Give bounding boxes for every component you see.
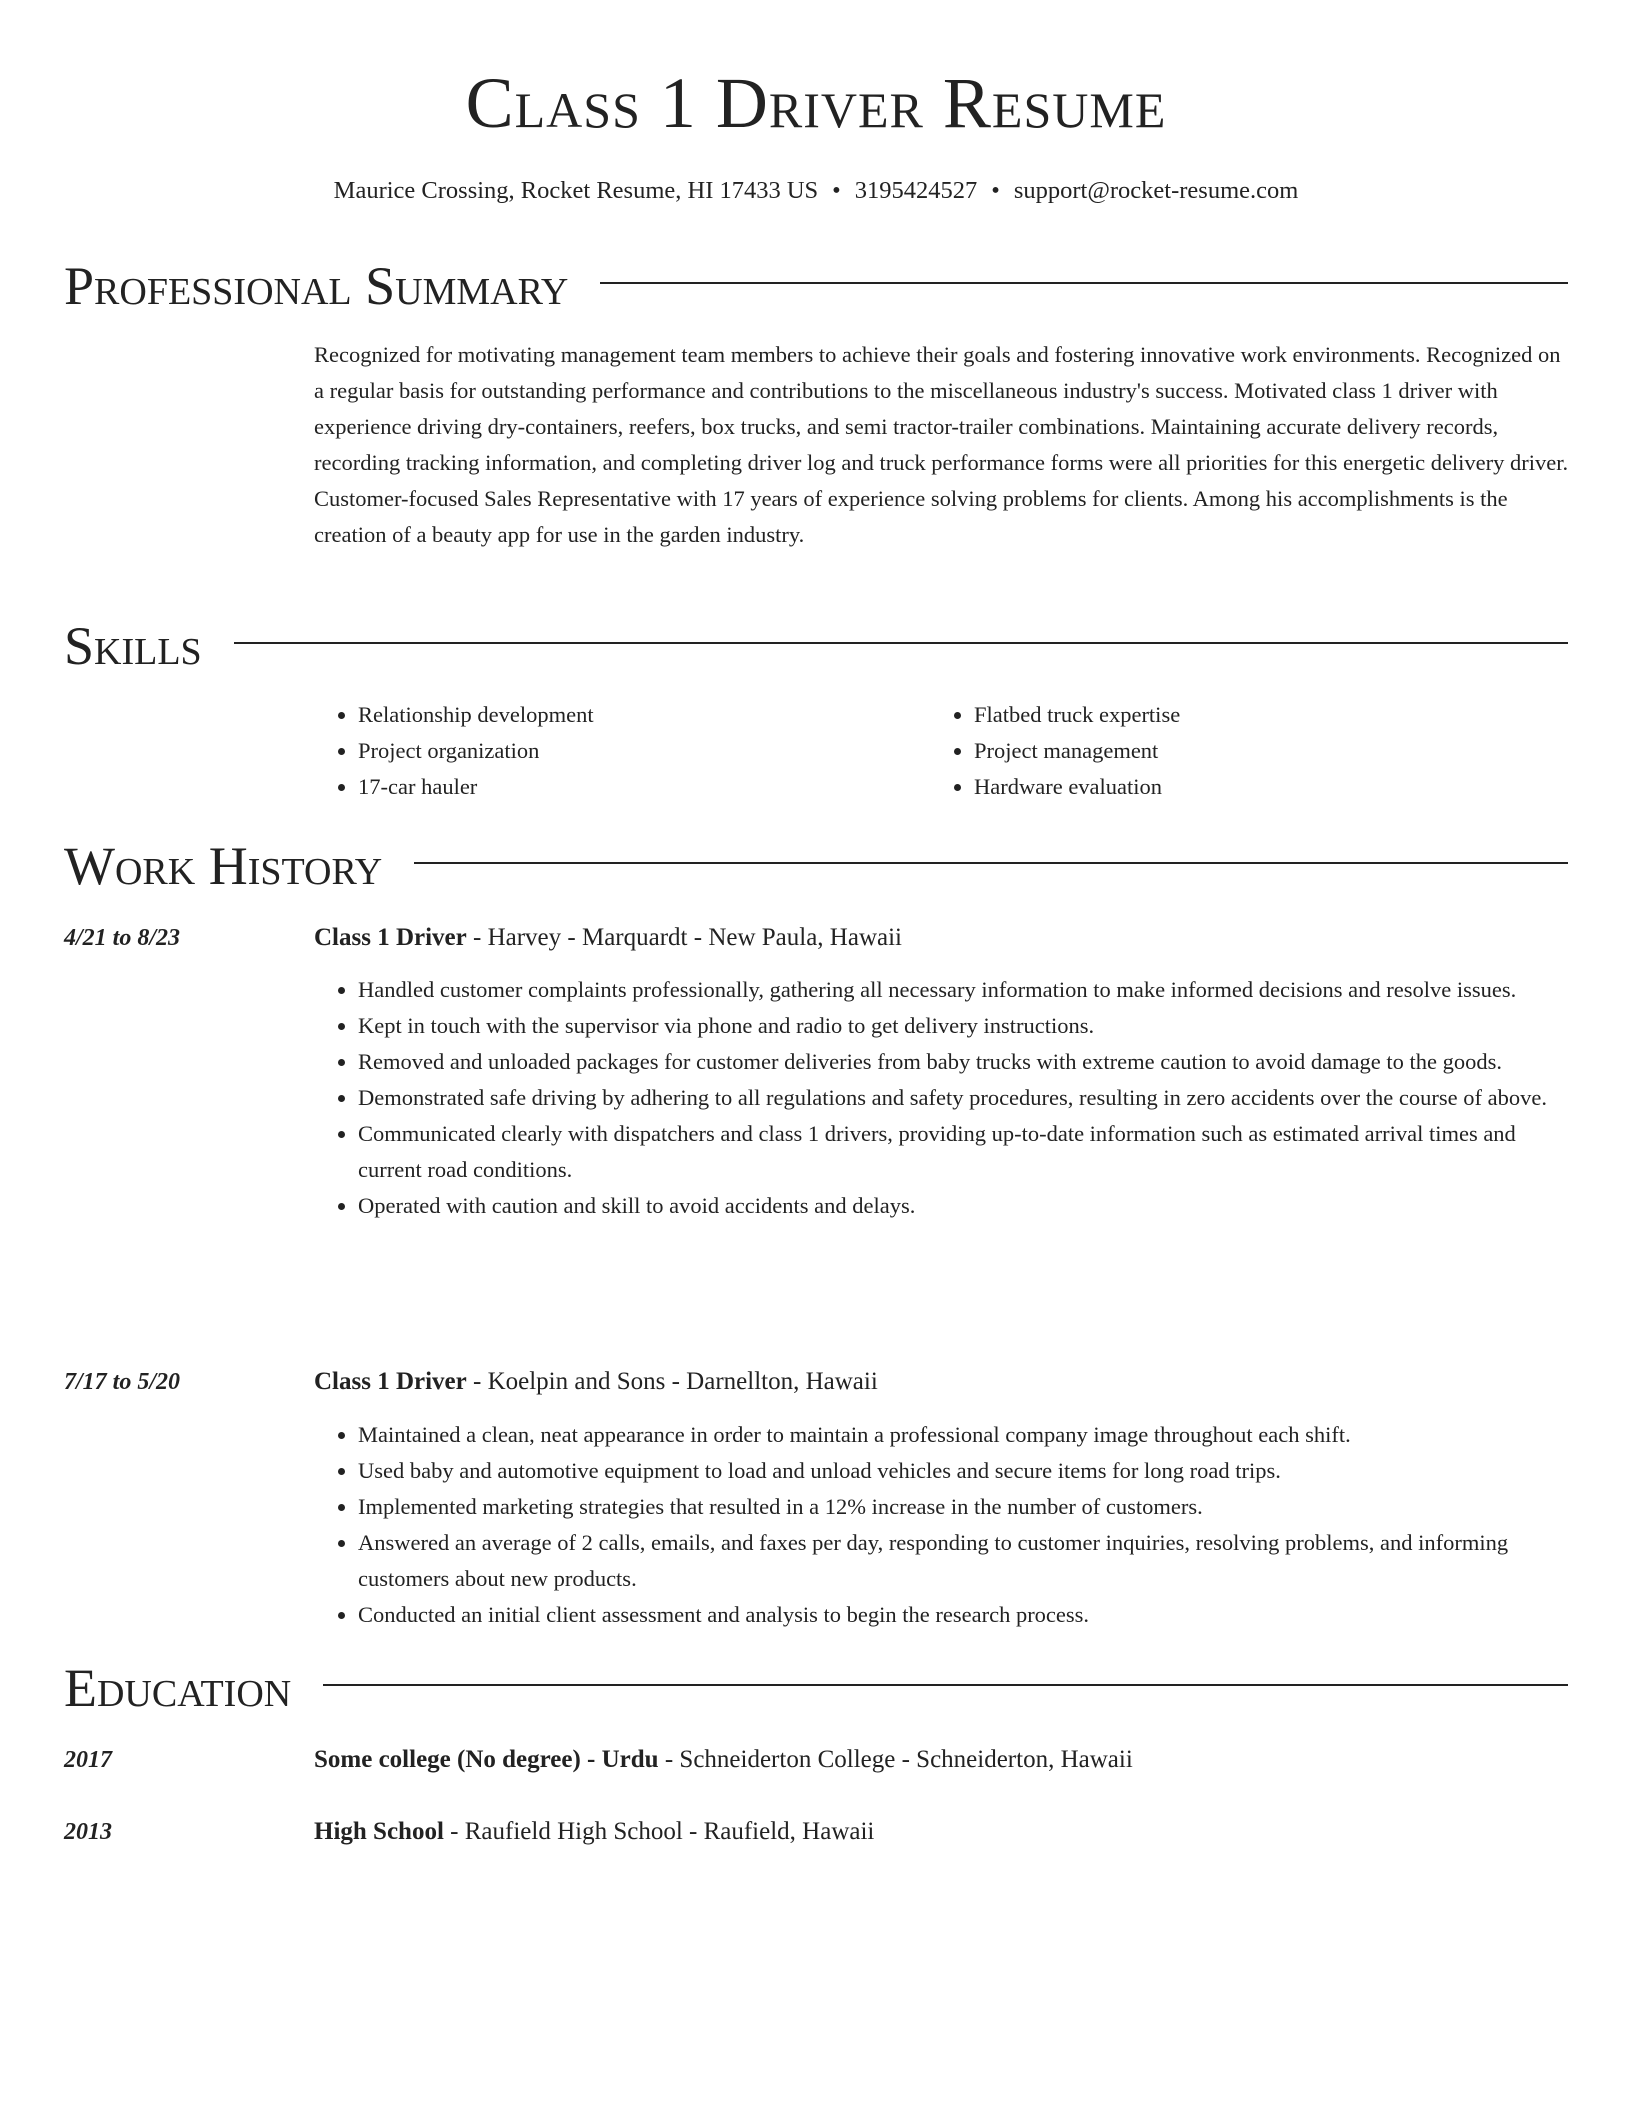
job-bullet: • Conducted an initial client assessment and analysis to begin the research process. (358, 1597, 1576, 1633)
education-entry (314, 1814, 1576, 1850)
work-heading: Work History (64, 836, 383, 896)
section-divider (600, 282, 1568, 284)
job-dates: 7/17 to 5/20 (64, 1369, 181, 1395)
job-details: - Harvey - Marquardt - New Paula, Hawaii (466, 924, 903, 951)
section-divider (323, 1684, 1568, 1686)
job-bullet: • Answered an average of 2 calls, emails, and faxes per day, responding to customer inquiries, resolving problems, and informing customers about new products. (358, 1525, 1576, 1597)
resume-title: Class 1 Driver Resume (465, 63, 1167, 143)
section-divider (234, 642, 1568, 644)
contact-email: support@rocket-resume.com (1013, 177, 1299, 204)
work-section-header (64, 834, 1568, 898)
contact-line (0, 174, 1632, 208)
skill-item: • Hardware evaluation (974, 769, 1490, 805)
job-bullet: • Implemented marketing strategies that resulted in a 12% increase in the number of customers. (358, 1489, 1576, 1525)
job-bullets (314, 1417, 1576, 1633)
job-dates: 4/21 to 8/23 (64, 925, 181, 951)
education-degree: High School (314, 1818, 444, 1845)
summary-section-header (64, 254, 1568, 318)
contact-separator: • (832, 177, 841, 204)
summary-text: Recognized for motivating management team members to achieve their goals and fostering innovative work environments. Recognized on a regular basis for outstanding performance and contributions to the miscellaneous industry's success. Motivated class 1 driver with experience driving dry-containers, reefers, box trucks, and semi tractor-trailer combinations. Maintaining accurate delivery records, recording tracking information, and completing driver log and truck performance forms were all priorities for this energetic delivery driver. Customer-focused Sales Representative with 17 years of experience solving problems for clients. Among his accomplishments is the creation of a beauty app for use in the garden industry. (314, 342, 1569, 547)
skill-item: • Project management (974, 733, 1490, 769)
job-bullet: • Maintained a clean, neat appearance in order to maintain a professional company image throughout each shift. (358, 1417, 1576, 1453)
job-header (314, 1364, 1576, 1400)
contact-separator: • (991, 177, 1000, 204)
skill-item: • Flatbed truck expertise (974, 697, 1490, 733)
section-divider (414, 862, 1568, 864)
education-entry (314, 1742, 1576, 1778)
education-section-header (64, 1656, 1568, 1720)
job-header (314, 920, 1576, 956)
contact-address: Maurice Crossing, Rocket Resume, HI 17433 US (333, 177, 819, 204)
summary-heading: Professional Summary (64, 256, 569, 316)
job-bullet: • Removed and unloaded packages for customer deliveries from baby trucks with extreme caution to avoid damage to the goods. (358, 1044, 1576, 1080)
skills-column-left (314, 697, 874, 805)
education-year: 2017 (64, 1747, 112, 1773)
job-bullet: • Demonstrated safe driving by adhering to all regulations and safety procedures, resulting in zero accidents over the course of above. (358, 1080, 1576, 1116)
job-bullet: • Kept in touch with the supervisor via phone and radio to get delivery instructions. (358, 1008, 1576, 1044)
skills-heading: Skills (64, 616, 202, 676)
skill-item: • Project organization (358, 733, 874, 769)
skills-section-header (64, 614, 1568, 678)
job-bullet: • Used baby and automotive equipment to load and unload vehicles and secure items for long road trips. (358, 1453, 1576, 1489)
job-bullet: • Operated with caution and skill to avoid accidents and delays. (358, 1188, 1576, 1224)
education-details: - Schneiderton College - Schneiderton, Hawaii (658, 1746, 1133, 1773)
skill-item: • Relationship development (358, 697, 874, 733)
job-bullet: • Communicated clearly with dispatchers and class 1 drivers, providing up-to-date information such as estimated arrival times and current road conditions. (358, 1116, 1576, 1188)
job-details: - Koelpin and Sons - Darnellton, Hawaii (466, 1368, 878, 1395)
education-heading: Education (64, 1658, 292, 1718)
education-year: 2013 (64, 1819, 112, 1845)
skill-item: • 17-car hauler (358, 769, 874, 805)
job-title: Class 1 Driver (314, 1368, 467, 1395)
contact-phone: 3195424527 (854, 177, 978, 204)
education-degree: Some college (No degree) - Urdu (314, 1746, 659, 1773)
job-title: Class 1 Driver (314, 924, 467, 951)
job-bullet: • Handled customer complaints professionally, gathering all necessary information to make informed decisions and resolve issues. (358, 972, 1576, 1008)
skills-column-right (930, 697, 1490, 805)
job-bullets (314, 972, 1576, 1224)
education-details: - Raufield High School - Raufield, Hawaii (443, 1818, 875, 1845)
